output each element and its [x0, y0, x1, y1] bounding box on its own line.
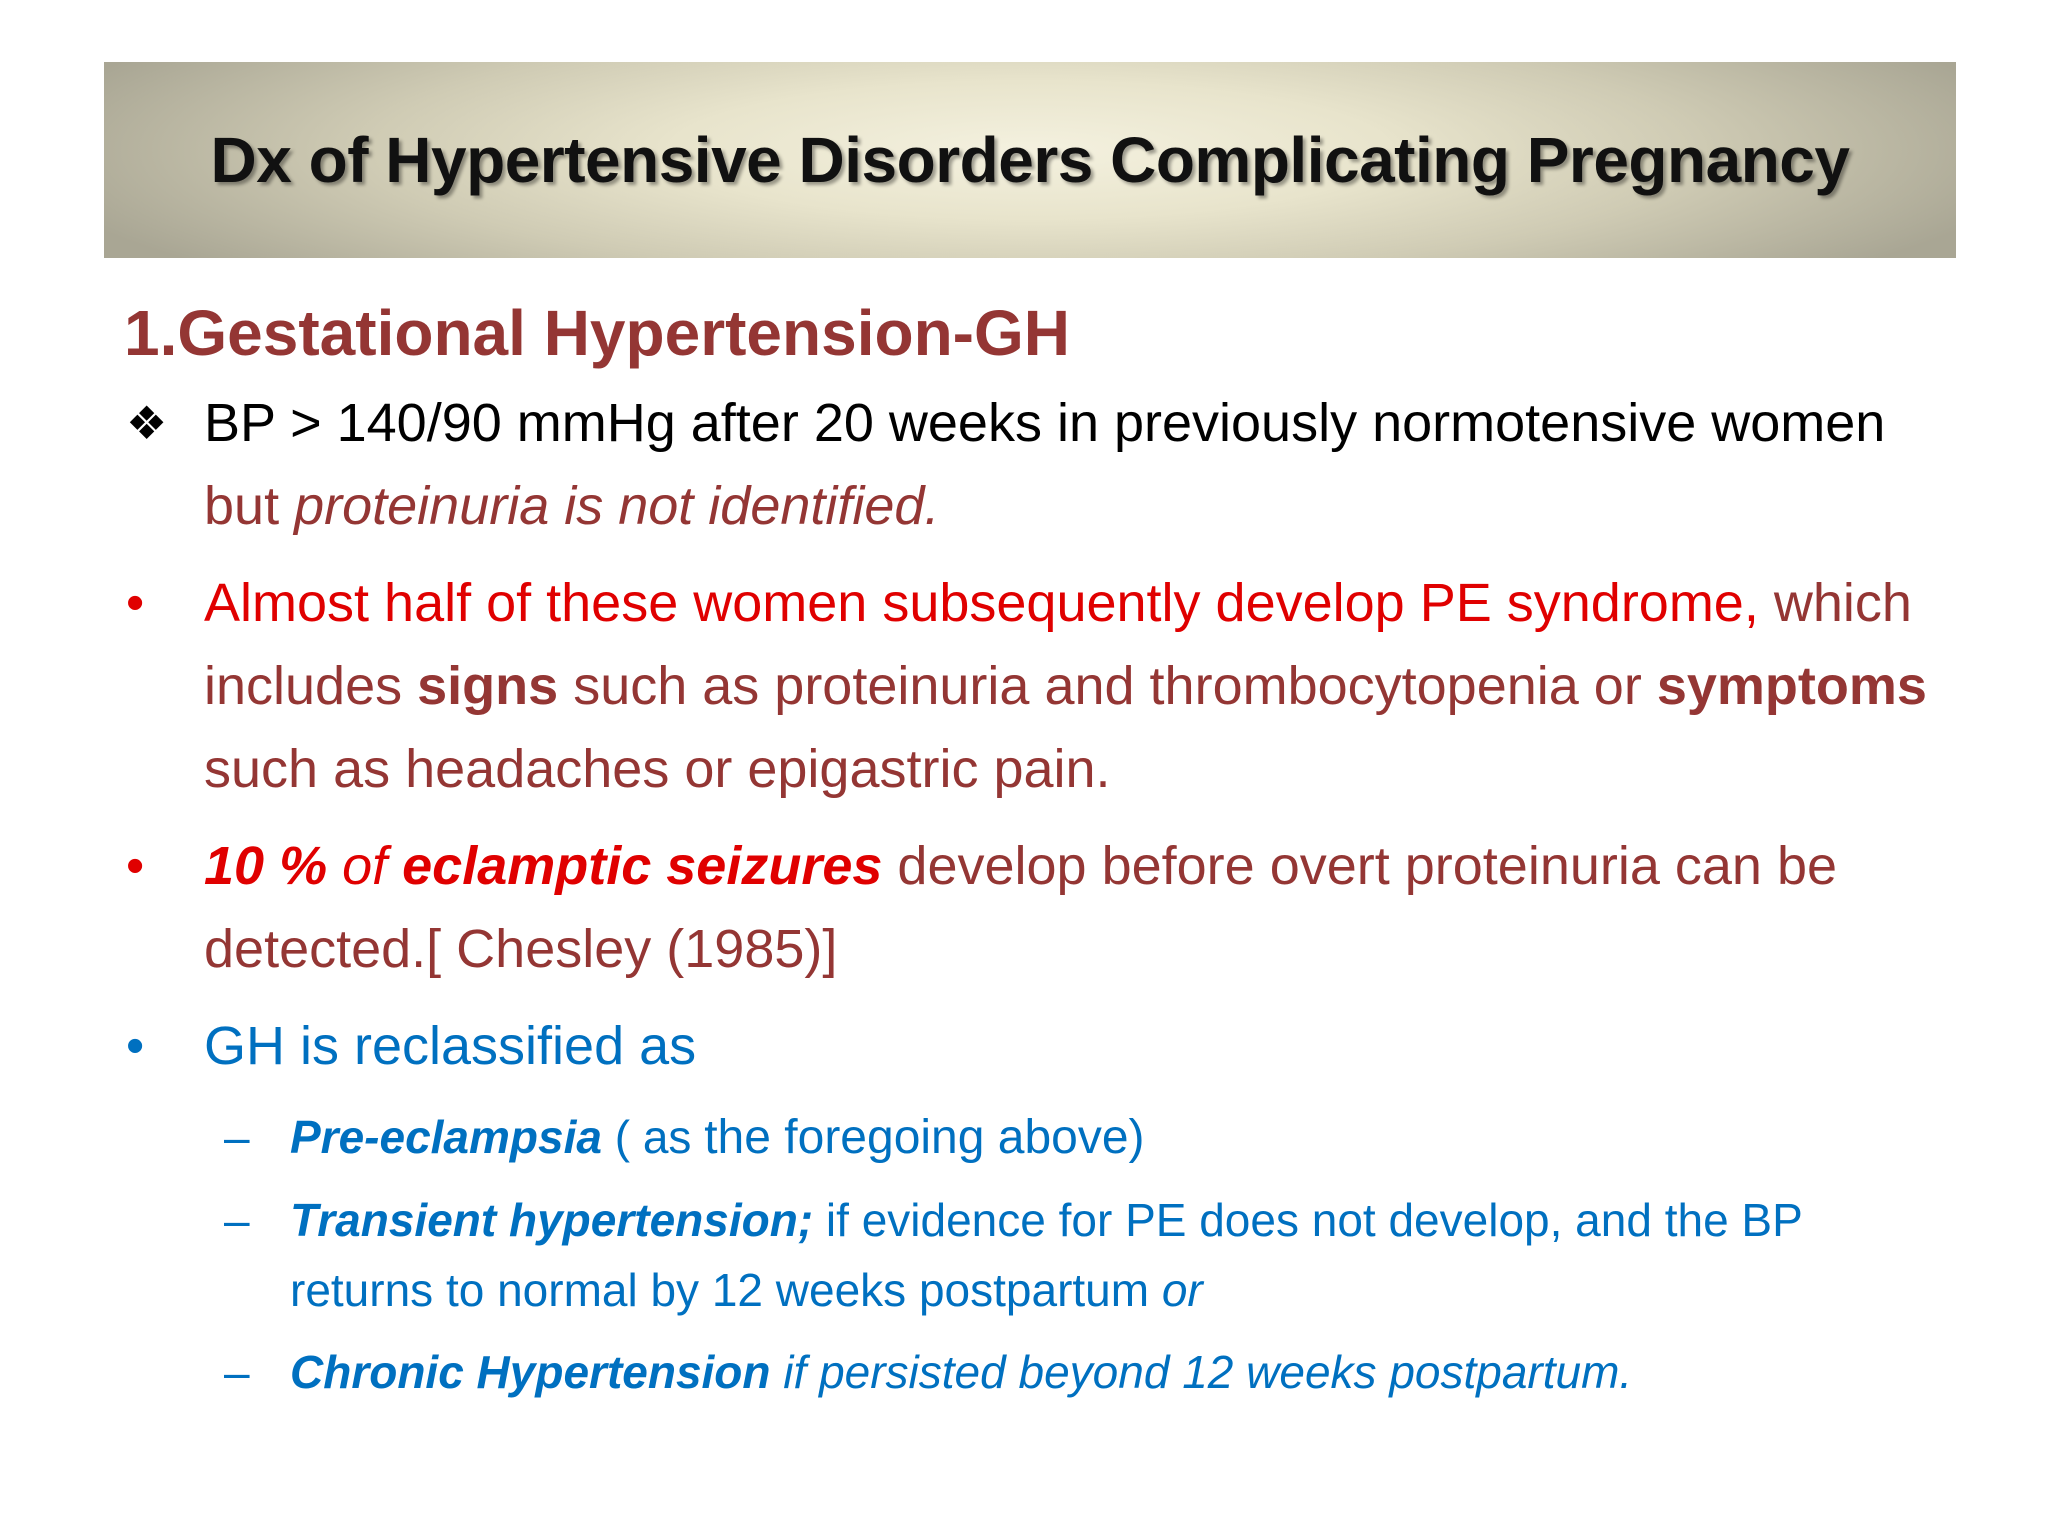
sub-item-lead: Chronic Hypertension [290, 1346, 771, 1398]
dash-icon: – [224, 1346, 250, 1398]
bullet1-text-b: but [204, 476, 295, 536]
bullet-text-4: GH is reclassified as [204, 1016, 697, 1076]
sub-item-chronic-hypertension [222, 1337, 1954, 1407]
diamond-bullet-icon: ❖ [126, 397, 168, 449]
bullet-item-2 [124, 562, 1954, 811]
dash-icon: – [224, 1194, 250, 1246]
bullet3-text-c: eclamptic seizures [402, 836, 883, 896]
sub-item-pre-eclampsia [222, 1102, 1954, 1173]
bullet-dot-icon: • [126, 837, 145, 895]
bullet1-text-c: proteinuria is not identified. [294, 476, 940, 536]
slide-content [124, 290, 1954, 1419]
bullet3-text-d: develop before overt proteinuria can be detected.[ Chesley (1985)] [204, 836, 1838, 979]
bullet1-text-a: BP > 140/90 mmHg after 20 weeks in previously normotensive women [204, 393, 1886, 453]
sub-item-lead: Transient hypertension; [290, 1194, 814, 1246]
sub-item-rest-a: ( as [601, 1111, 705, 1163]
bullet-dot-icon: • [126, 574, 145, 632]
bullet2-text-f: such as headaches or epigastric pain. [204, 739, 1111, 799]
bullet-dot-icon: • [126, 1017, 145, 1075]
bullet-item-4 [124, 1005, 1954, 1088]
title-banner [104, 62, 1956, 258]
bullet2-text-a: Almost half of these women subsequently develop PE syndrome, [204, 573, 1759, 633]
sub-list [222, 1102, 1954, 1407]
bullet-item-3 [124, 825, 1954, 991]
dash-icon: – [224, 1111, 250, 1163]
bullet2-text-e: symptoms [1656, 656, 1927, 716]
bullet2-text-c: signs [417, 656, 559, 716]
sub-item-rest-a: if evidence for PE does not develop, and the BP returns to normal by 12 weeks postpartum [290, 1194, 1802, 1316]
bullet2-text-b: which includes [204, 573, 1912, 716]
sub-item-lead: Pre-eclampsia [290, 1111, 602, 1163]
section-heading: 1.Gestational Hypertension-GH [124, 297, 1070, 369]
slide-title: Dx of Hypertensive Disorders Complicating Pregnancy [210, 124, 1850, 196]
sub-item-text [290, 1102, 1954, 1173]
sub-item-text [290, 1337, 1954, 1407]
bullet-item-1 [124, 382, 1954, 548]
bullet3-text-b: of [342, 836, 403, 896]
sub-item-rest-b: or [1161, 1264, 1203, 1316]
sub-item-transient-hypertension [222, 1185, 1954, 1325]
bullet-text-3 [204, 825, 1954, 991]
sub-item-text [290, 1185, 1954, 1325]
bullet-text-1 [204, 382, 1954, 548]
bullet3-text-a: 10 % [204, 836, 343, 896]
bullet-text-2 [204, 562, 1954, 811]
bullet2-text-d: such as proteinuria and thrombocytopenia or [558, 656, 1657, 716]
sub-item-rest-a: if persisted beyond 12 weeks postpartum. [770, 1346, 1633, 1398]
sub-item-rest-b: the foregoing above) [704, 1111, 1145, 1164]
